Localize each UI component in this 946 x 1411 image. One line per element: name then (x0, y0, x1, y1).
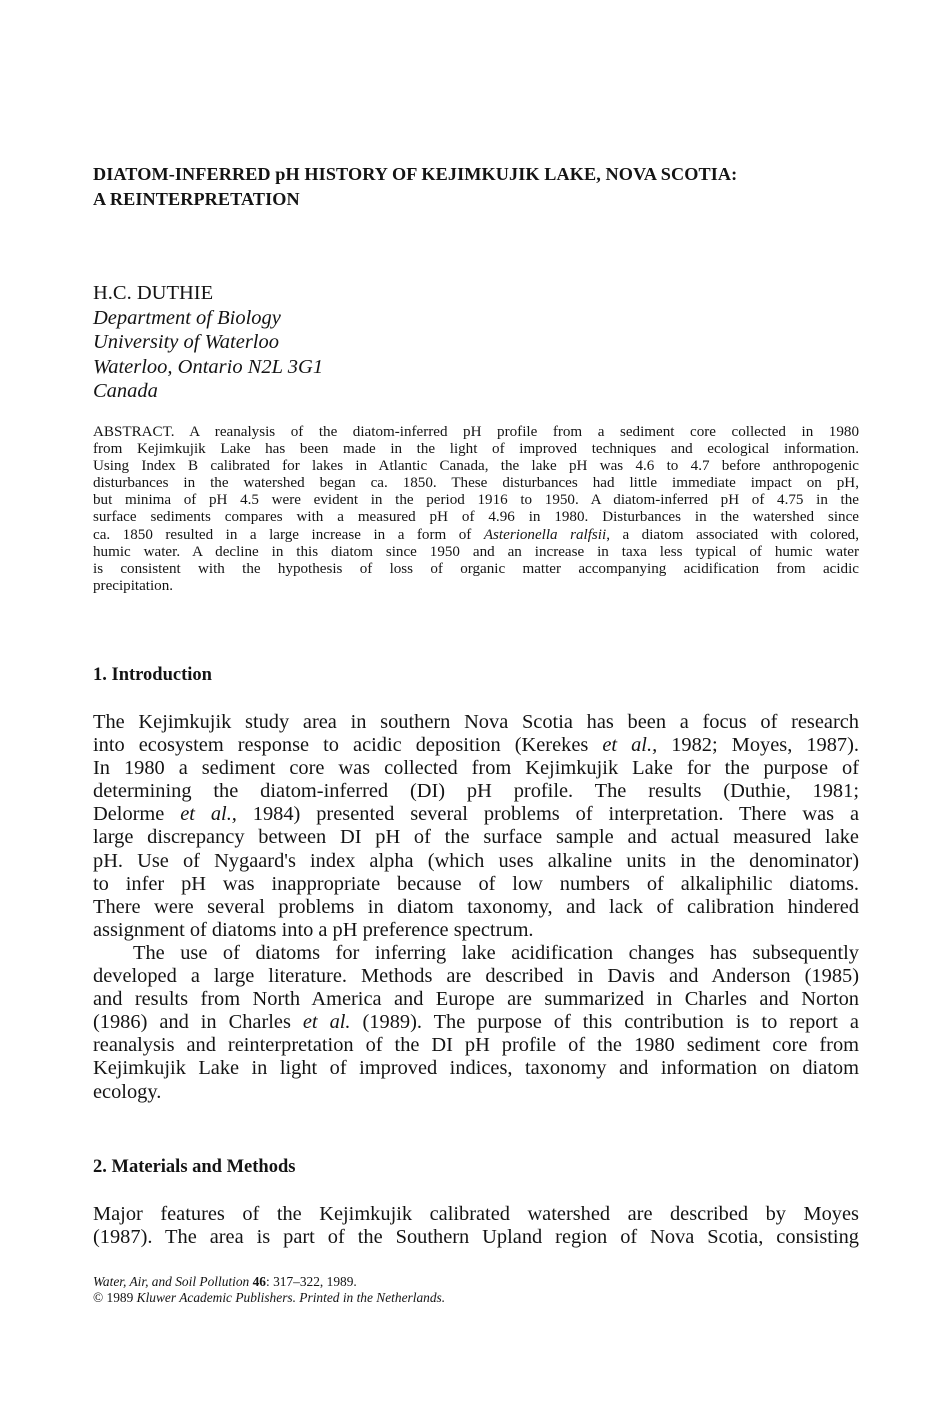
publisher-note: Kluwer Academic Publishers. Printed in the Netherlands. (136, 1290, 446, 1305)
body-line: In 1980 a sediment core was collected from Kejimkujik Lake for the purpose of (93, 757, 859, 780)
body-line: (1987). The area is part of the Southern Upland region of Nova Scotia, consisting (93, 1226, 859, 1249)
abstract-line: is consistent with the hypothesis of loss of organic matter accompanying acidification from acidic (93, 560, 859, 577)
body-line: and results from North America and Europe are summarized in Charles and Norton (93, 988, 859, 1011)
abstract-text: ca. 1850 resulted in a large increase in a form of (93, 526, 484, 543)
introduction-body (93, 711, 859, 1104)
abstract (93, 424, 859, 595)
body-line: There were several problems in diatom taxonomy, and lack of calibration hindered (93, 895, 859, 918)
affiliation-department: Department of Biology (93, 306, 281, 329)
journal-volume: 46 (252, 1274, 266, 1289)
body-line: pH. Use of Nygaard's index alpha (which uses alkaline units in the denominator) (93, 849, 859, 872)
body-line: The use of diatoms for inferring lake acidification changes has subsequently (133, 941, 859, 964)
citation-etal: et al., (180, 803, 237, 826)
citation-etal: et al., (602, 734, 658, 757)
body-line: reanalysis and reinterpretation of the DI pH profile of the 1980 sediment core from (93, 1034, 859, 1057)
section-heading-methods: 2. Materials and Methods (93, 1157, 296, 1177)
author-name: H.C. DUTHIE (93, 282, 214, 304)
abstract-line (93, 527, 859, 544)
title-line-2: A REINTERPRETATION (93, 189, 300, 209)
abstract-line: disturbances in the watershed began ca. 1850. These disturbances had little immediate impact on pH, (93, 475, 859, 492)
body-text: (1986) and in Charles (93, 1011, 303, 1034)
affiliation-country: Canada (93, 380, 158, 402)
body-line: developed a large literature. Methods are described in Davis and Anderson (1985) (93, 965, 859, 988)
page-footer (93, 1274, 445, 1306)
body-text: Delorme (93, 803, 181, 826)
abstract-line: ABSTRACT. A reanalysis of the diatom-inferred pH profile from a sediment core collected in 1980 (93, 424, 859, 440)
journal-citation (93, 1274, 445, 1290)
journal-pages: : 317–322, 1989. (266, 1274, 357, 1289)
abstract-line: precipitation. (93, 577, 174, 594)
citation-etal: et al. (302, 1011, 351, 1034)
paper-title (93, 162, 859, 212)
section-heading-introduction: 1. Introduction (93, 665, 212, 685)
affiliation-city: Waterloo, Ontario N2L 3G1 (93, 355, 324, 378)
body-line (93, 734, 859, 757)
affiliation-university: University of Waterloo (93, 331, 280, 353)
body-line: large discrepancy between DI pH of the surface sample and actual measured lake (93, 826, 859, 849)
abstract-line: humic water. A decline in this diatom since 1950 and an increase in taxa less typical of humic water (93, 543, 859, 560)
author-block (93, 281, 323, 404)
body-text: 1982; Moyes, 1987). (657, 734, 860, 757)
abstract-line: from Kejimkujik Lake has been made in the light of improved techniques and ecological information. (93, 441, 859, 458)
abstract-line: surface sediments compares with a measured pH of 4.96 in 1980. Disturbances in the watershed since (93, 509, 859, 526)
abstract-line: but minima of pH 4.5 were evident in the period 1916 to 1950. A diatom-inferred pH of 4.75 in the (93, 492, 859, 509)
body-line: determining the diatom-inferred (DI) pH profile. The results (Duthie, 1981; (93, 780, 859, 803)
copyright-line (93, 1290, 445, 1306)
body-line: Kejimkujik Lake in light of improved indices, taxonomy and information on diatom (93, 1057, 859, 1080)
body-text: (1989). The purpose of this contribution is to report a (350, 1011, 859, 1034)
body-text: 1984) presented several problems of interpretation. There was a (236, 803, 860, 826)
journal-name: Water, Air, and Soil Pollution (93, 1274, 250, 1289)
methods-body (93, 1203, 859, 1249)
body-line (93, 1011, 859, 1034)
body-line (93, 803, 859, 826)
title-line-1: DIATOM-INFERRED pH HISTORY OF KEJIMKUJIK LAKE, NOVA SCOTIA: (93, 164, 738, 184)
body-line: The Kejimkujik study area in southern Nova Scotia has been a focus of research (93, 711, 859, 733)
body-line: ecology. (93, 1080, 162, 1103)
abstract-line: Using Index B calibrated for lakes in Atlantic Canada, the lake pH was 4.6 to 4.7 before anthropogenic (93, 458, 859, 475)
copyright-year: © 1989 (93, 1290, 137, 1305)
body-line: Major features of the Kejimkujik calibrated watershed are described by Moyes (93, 1203, 859, 1225)
body-line: assignment of diatoms into a pH preference spectrum. (93, 918, 534, 941)
species-name: Asterionella ralfsii (483, 526, 607, 543)
body-line: to infer pH was inappropriate because of low numbers of alkaliphilic diatoms. (93, 872, 859, 895)
body-text: into ecosystem response to acidic deposition (Kerekes (93, 734, 603, 757)
abstract-text: , a diatom associated with colored, (606, 526, 859, 543)
